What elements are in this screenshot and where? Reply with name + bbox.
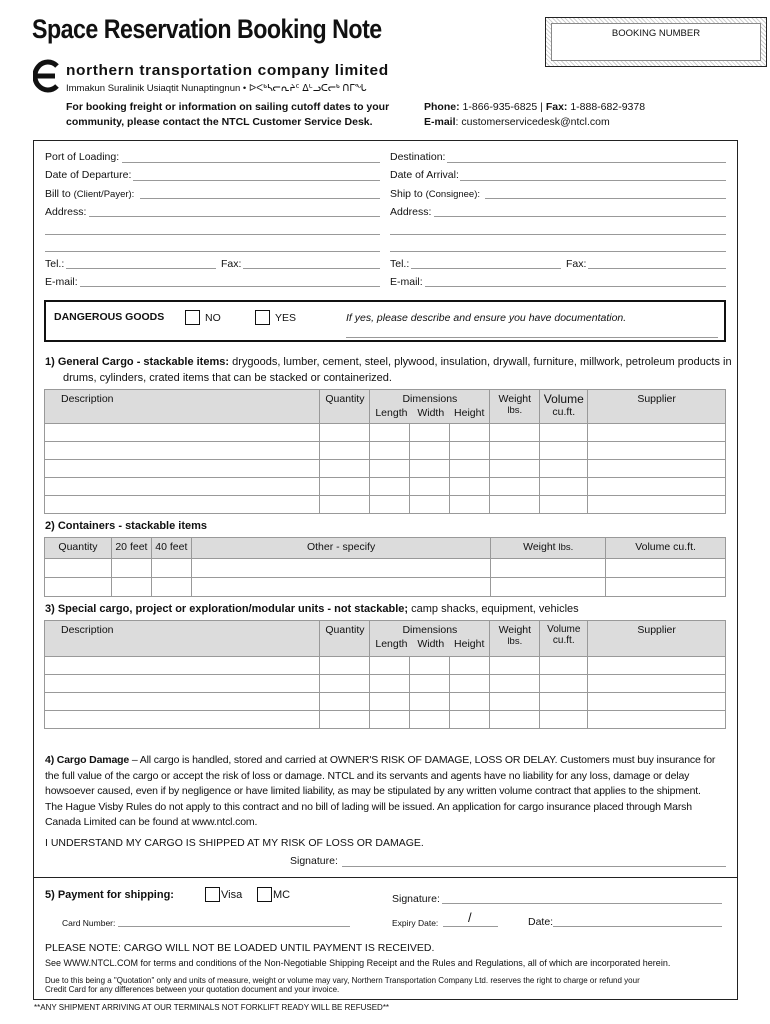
ntcl-logo-icon: [33, 58, 61, 94]
table-row[interactable]: [45, 478, 726, 496]
date-of-departure-field[interactable]: [133, 180, 380, 181]
bill-tel-label: Tel.:: [45, 258, 65, 270]
payment-date-label: Date:: [528, 916, 554, 928]
table-row[interactable]: [45, 657, 726, 675]
general-cargo-table: [44, 389, 726, 514]
bill-email-label: E-mail:: [45, 276, 78, 288]
booking-number-label: BOOKING NUMBER: [611, 28, 701, 39]
dangerous-no-checkbox[interactable]: [185, 310, 200, 325]
bill-fax-field[interactable]: [243, 268, 380, 269]
dangerous-goods-label: DANGEROUS GOODS: [54, 311, 165, 323]
phone-label: Phone:: [424, 101, 460, 113]
expiry-date-label: Expiry Date:: [392, 918, 439, 928]
col-description: Description: [45, 621, 320, 657]
ship-email-field[interactable]: [425, 286, 726, 287]
booking-info-line: For booking freight or information on sailing cutoff dates to your: [66, 101, 390, 113]
email-label: E-mail: [424, 116, 456, 128]
date-of-arrival-label: Date of Arrival:: [390, 169, 459, 181]
col-quantity: Quantity: [45, 538, 112, 559]
card-number-label: Card Number:: [62, 918, 116, 928]
table-row[interactable]: [45, 693, 726, 711]
payment-signature-field[interactable]: [442, 903, 722, 904]
date-of-arrival-field[interactable]: [460, 180, 726, 181]
bill-address-label: Address:: [45, 206, 87, 218]
dangerous-yes-label: YES: [275, 312, 297, 324]
col-other-specify: Other - specify: [191, 538, 490, 559]
col-supplier: Supplier: [588, 621, 726, 657]
ship-to-label: Ship to (Consignee):: [390, 188, 481, 200]
ship-fax-field[interactable]: [588, 268, 726, 269]
email-value: : customerservicedesk@ntcl.com: [455, 116, 610, 128]
col-supplier: Supplier: [588, 390, 726, 424]
table-row[interactable]: [45, 424, 726, 442]
contact-info: Phone: 1-866-935-6825 | Fax: 1-888-682-9378 E-mail: customerservicedesk@ntcl.com: [424, 101, 646, 128]
payment-signature-label: Signature:: [392, 893, 440, 905]
table-row[interactable]: [45, 711, 726, 729]
bill-to-field[interactable]: [140, 198, 380, 199]
dangerous-no-label: NO: [205, 312, 221, 324]
col-40-feet: 40 feet: [151, 538, 191, 559]
general-cargo-heading-line2: drums, cylinders, crated items that can be stacked or containerized.: [63, 372, 392, 384]
phone-value: 1-866-935-6825: [462, 101, 538, 113]
bill-tel-field[interactable]: [66, 268, 216, 269]
table-row[interactable]: [45, 442, 726, 460]
quotation-notice: Due to this being a "Quotation" only and units of measure, weight or volume may vary, Northern Transportation Company Ltd. reserves the right to charge or refund your Credit Card for any differences between your quotation document and your invoice.: [45, 976, 640, 994]
booking-info: [66, 100, 389, 130]
special-cargo-table: [44, 620, 726, 729]
port-of-loading-label: Port of Loading:: [45, 151, 120, 163]
visa-label: Visa: [221, 889, 243, 901]
ship-address-label: Address:: [390, 206, 432, 218]
ship-to-field[interactable]: [485, 198, 726, 199]
table-row[interactable]: [45, 559, 726, 578]
company-name: northern transportation company limited: [66, 62, 389, 79]
col-volume: Volume cu.ft.: [540, 621, 588, 657]
dangerous-goods-box: [44, 300, 726, 342]
page-title: Space Reservation Booking Note: [32, 14, 382, 44]
col-quantity: Quantity: [320, 621, 370, 657]
ship-fax-label: Fax:: [566, 258, 587, 270]
booking-number-box[interactable]: [545, 17, 767, 67]
fax-value: 1-888-682-9378: [570, 101, 646, 113]
col-dimensions: Dimensions Length Width Height: [370, 390, 490, 424]
date-of-departure-label: Date of Departure:: [45, 169, 132, 181]
col-weight: Weight lbs.: [490, 390, 540, 424]
col-description: Description: [45, 390, 320, 424]
bill-email-field[interactable]: [80, 286, 380, 287]
ship-email-label: E-mail:: [390, 276, 423, 288]
terms-notice: See WWW.NTCL.COM for terms and conditions of the Non-Negotiable Shipping Receipt and the Rules and Regulations, all of which are incorporated herein.: [45, 958, 671, 968]
bill-address-line[interactable]: [45, 251, 380, 252]
col-dimensions: Dimensions Length Width Height: [370, 621, 490, 657]
ship-address-line[interactable]: [390, 234, 726, 235]
special-cargo-heading: 3) Special cargo, project or exploration/modular units - not stackable; camp shacks, equipment, vehicles: [45, 603, 579, 615]
ship-address-line[interactable]: [390, 251, 726, 252]
payment-heading: 5) Payment for shipping:: [45, 889, 174, 901]
visa-checkbox[interactable]: [205, 887, 220, 902]
bill-fax-label: Fax:: [221, 258, 242, 270]
col-weight: Weight lbs.: [491, 538, 606, 559]
ship-tel-field[interactable]: [411, 268, 561, 269]
cargo-damage-text: 4) Cargo Damage – All cargo is handled, stored and carried at OWNER'S RISK OF DAMAGE, LOSS OR DELAY. Customers must buy insurance for the full value of the cargo or accept the risk of loss or damage. NTCL and its servants and agents have no liability for any loss, damage or delay howsoever caused, even if by negligence or have limited liability, as may be stipulated by any written volume contract that applies to the shipment. The Hague Visby Rules do not apply to this contract and no bill of lading will be issued. An application for cargo insurance placed through Marsh Canada Limited can be found at www.ntcl.com.: [45, 754, 716, 828]
forklift-notice: **ANY SHIPMENT ARRIVING AT OUR TERMINALS NOT FORKLIFT READY WILL BE REFUSED**: [34, 1003, 390, 1012]
port-of-loading-field[interactable]: [122, 162, 380, 163]
col-volume: Volume cu.ft.: [606, 538, 726, 559]
payment-notice: PLEASE NOTE: CARGO WILL NOT BE LOADED UNTIL PAYMENT IS RECEIVED.: [45, 942, 435, 954]
fax-label: Fax:: [545, 101, 568, 113]
expiry-date-field[interactable]: [443, 926, 498, 927]
ship-address-field[interactable]: [434, 216, 726, 217]
col-volume: Volume cu.ft.: [540, 390, 588, 424]
containers-heading: 2) Containers - stackable items: [45, 520, 208, 532]
bill-to-label: Bill to (Client/Payer):: [45, 188, 135, 200]
destination-field[interactable]: [447, 162, 726, 163]
col-quantity: Quantity: [320, 390, 370, 424]
col-weight: Weight lbs.: [490, 621, 540, 657]
table-row[interactable]: [45, 578, 726, 597]
expiry-slash: /: [468, 910, 472, 925]
col-20-feet: 20 feet: [111, 538, 151, 559]
table-row[interactable]: [45, 460, 726, 478]
containers-table: [44, 537, 726, 597]
dangerous-yes-checkbox[interactable]: [255, 310, 270, 325]
destination-label: Destination:: [390, 151, 446, 163]
card-number-field[interactable]: [118, 926, 350, 927]
mc-checkbox[interactable]: [257, 887, 272, 902]
bill-address-line[interactable]: [45, 234, 380, 235]
dangerous-goods-description-field[interactable]: [346, 337, 718, 338]
payment-date-field[interactable]: [553, 926, 722, 927]
cargo-damage-heading: 4) Cargo Damage: [45, 754, 130, 766]
table-row[interactable]: [45, 675, 726, 693]
company-name-inuktitut: Immakun Suralinik Usiaqtit Nunaptingnun • ᐅᐸᒃᓴᓕᕆᔨᑦ ᐃᒡᓗᑕᓕᒃ ᑎᒥᖓ: [66, 83, 367, 94]
damage-signature-field[interactable]: [342, 866, 726, 867]
section-divider: [33, 877, 738, 878]
mc-label: MC: [273, 889, 291, 901]
booking-info-line: community, please contact the NTCL Customer Service Desk.: [66, 116, 373, 128]
table-row[interactable]: [45, 496, 726, 514]
ship-tel-label: Tel.:: [390, 258, 410, 270]
understand-statement: I UNDERSTAND MY CARGO IS SHIPPED AT MY RISK OF LOSS OR DAMAGE.: [45, 837, 424, 849]
damage-signature-label: Signature:: [290, 855, 338, 867]
general-cargo-heading: 1) General Cargo - stackable items: drygoods, lumber, cement, steel, plywood, insulation, drywall, furniture, millwork, petroleum products in: [45, 356, 732, 368]
bill-address-field[interactable]: [89, 216, 380, 217]
dangerous-goods-note: If yes, please describe and ensure you have documentation.: [346, 312, 627, 324]
